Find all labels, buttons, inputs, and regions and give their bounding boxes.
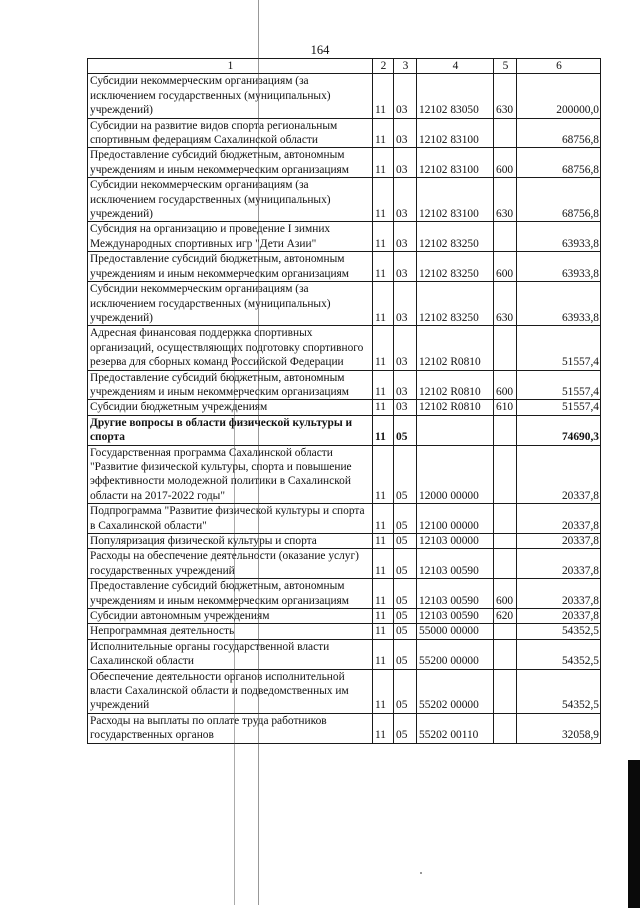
- cell-target-article: 12102 83250: [417, 252, 494, 282]
- cell-podrazdel: 03: [394, 400, 417, 415]
- cell-amount: 63933,8: [517, 252, 601, 282]
- cell-podrazdel: 03: [394, 148, 417, 178]
- cell-name: Субсидии на развитие видов спорта региональным спортивным федерациям Сахалинской области: [88, 118, 373, 148]
- cell-razdel: 11: [373, 118, 394, 148]
- cell-podrazdel: 03: [394, 222, 417, 252]
- cell-name: Другие вопросы в области физической культуры и спорта: [88, 415, 373, 445]
- cell-podrazdel: 05: [394, 609, 417, 624]
- cell-razdel: 11: [373, 504, 394, 534]
- table-row: [88, 370, 601, 400]
- cell-name: Субсидия на организацию и проведение I зимних Международных спортивных игр "Дети Азии": [88, 222, 373, 252]
- cell-amount: 63933,8: [517, 282, 601, 326]
- cell-amount: 54352,5: [517, 669, 601, 713]
- cell-expense-type: [494, 624, 517, 639]
- cell-target-article: 12103 00590: [417, 579, 494, 609]
- cell-name: Субсидии бюджетным учреждениям: [88, 400, 373, 415]
- cell-expense-type: [494, 222, 517, 252]
- cell-razdel: 11: [373, 609, 394, 624]
- cell-podrazdel: 05: [394, 713, 417, 743]
- cell-name: Расходы на обеспечение деятельности (оказание услуг) государственных учреждений: [88, 549, 373, 579]
- cell-amount: 20337,8: [517, 579, 601, 609]
- cell-name: Расходы на выплаты по оплате труда работников государственных органов: [88, 713, 373, 743]
- cell-name: Подпрограмма "Развитие физической культуры и спорта в Сахалинской области": [88, 504, 373, 534]
- cell-target-article: 12102 83050: [417, 74, 494, 118]
- cell-podrazdel: 05: [394, 415, 417, 445]
- cell-razdel: 11: [373, 415, 394, 445]
- cell-target-article: [417, 415, 494, 445]
- cell-expense-type: 600: [494, 370, 517, 400]
- table-row: [88, 624, 601, 639]
- cell-razdel: 11: [373, 445, 394, 504]
- table-row: [88, 148, 601, 178]
- cell-name: Адресная финансовая поддержка спортивных организаций, осуществляющих подготовку спортивного резерва для сборных команд Российской Федерации: [88, 326, 373, 370]
- cell-podrazdel: 05: [394, 669, 417, 713]
- scan-crease-line-lower: [234, 330, 235, 905]
- cell-target-article: 12102 R0810: [417, 326, 494, 370]
- cell-razdel: 11: [373, 400, 394, 415]
- cell-amount: 20337,8: [517, 549, 601, 579]
- cell-amount: 63933,8: [517, 222, 601, 252]
- cell-amount: 32058,9: [517, 713, 601, 743]
- table-row: [88, 609, 601, 624]
- table-row: [88, 713, 601, 743]
- cell-target-article: 55000 00000: [417, 624, 494, 639]
- cell-podrazdel: 03: [394, 326, 417, 370]
- cell-expense-type: [494, 713, 517, 743]
- cell-podrazdel: 05: [394, 639, 417, 669]
- cell-name: Предоставление субсидий бюджетным, автономным учреждениям и иным некоммерческим организациям: [88, 370, 373, 400]
- cell-expense-type: [494, 669, 517, 713]
- cell-amount: 20337,8: [517, 445, 601, 504]
- cell-razdel: 11: [373, 252, 394, 282]
- cell-expense-type: 610: [494, 400, 517, 415]
- header-col-name: 1: [88, 59, 373, 74]
- cell-podrazdel: 05: [394, 624, 417, 639]
- cell-expense-type: [494, 415, 517, 445]
- header-col-amount: 6: [517, 59, 601, 74]
- cell-razdel: 11: [373, 222, 394, 252]
- cell-razdel: 11: [373, 534, 394, 549]
- cell-target-article: 55202 00000: [417, 669, 494, 713]
- cell-podrazdel: 05: [394, 549, 417, 579]
- cell-amount: 20337,8: [517, 609, 601, 624]
- cell-target-article: 55202 00110: [417, 713, 494, 743]
- cell-expense-type: 630: [494, 74, 517, 118]
- cell-name: Предоставление субсидий бюджетным, автономным учреждениям и иным некоммерческим организациям: [88, 148, 373, 178]
- table-row: [88, 549, 601, 579]
- cell-expense-type: [494, 534, 517, 549]
- cell-podrazdel: 03: [394, 74, 417, 118]
- cell-name: Государственная программа Сахалинской области "Развитие физической культуры, спорта и повышение эффективности молодежной политики в Сахалинской области на 2017-2022 годы": [88, 445, 373, 504]
- scan-edge-bar: [628, 760, 640, 908]
- table-row: [88, 282, 601, 326]
- cell-razdel: 11: [373, 624, 394, 639]
- cell-name: Предоставление субсидий бюджетным, автономным учреждениям и иным некоммерческим организациям: [88, 579, 373, 609]
- cell-amount: 68756,8: [517, 118, 601, 148]
- cell-expense-type: 600: [494, 579, 517, 609]
- table-row: [88, 326, 601, 370]
- cell-razdel: 11: [373, 713, 394, 743]
- cell-podrazdel: 05: [394, 504, 417, 534]
- cell-target-article: 12000 00000: [417, 445, 494, 504]
- cell-expense-type: [494, 326, 517, 370]
- cell-target-article: 12102 R0810: [417, 400, 494, 415]
- cell-expense-type: 620: [494, 609, 517, 624]
- budget-table: [87, 58, 601, 744]
- cell-podrazdel: 03: [394, 282, 417, 326]
- cell-podrazdel: 05: [394, 534, 417, 549]
- cell-name: Популяризация физической культуры и спорта: [88, 534, 373, 549]
- cell-name: Субсидии некоммерческим организациям (за исключением государственных (муниципальных) учреждений): [88, 282, 373, 326]
- cell-expense-type: [494, 639, 517, 669]
- header-col-podrazdel: 3: [394, 59, 417, 74]
- cell-name: Исполнительные органы государственной власти Сахалинской области: [88, 639, 373, 669]
- header-col-target-article: 4: [417, 59, 494, 74]
- table-row: [88, 445, 601, 504]
- cell-target-article: 12102 83100: [417, 118, 494, 148]
- table-row: [88, 222, 601, 252]
- cell-target-article: 55200 00000: [417, 639, 494, 669]
- table-row: [88, 118, 601, 148]
- cell-podrazdel: 03: [394, 370, 417, 400]
- cell-podrazdel: 05: [394, 445, 417, 504]
- cell-name: Субсидии автономным учреждениям: [88, 609, 373, 624]
- cell-razdel: 11: [373, 178, 394, 222]
- cell-amount: 54352,5: [517, 624, 601, 639]
- cell-expense-type: 630: [494, 178, 517, 222]
- table-row: [88, 534, 601, 549]
- cell-expense-type: 600: [494, 252, 517, 282]
- cell-target-article: 12103 00000: [417, 534, 494, 549]
- cell-name: Субсидии некоммерческим организациям (за исключением государственных (муниципальных) учреждений): [88, 74, 373, 118]
- table-row: [88, 639, 601, 669]
- cell-target-article: 12102 R0810: [417, 370, 494, 400]
- cell-amount: 54352,5: [517, 639, 601, 669]
- cell-name: Субсидии некоммерческим организациям (за исключением государственных (муниципальных) учреждений): [88, 178, 373, 222]
- cell-expense-type: [494, 445, 517, 504]
- header-col-razdel: 2: [373, 59, 394, 74]
- cell-razdel: 11: [373, 370, 394, 400]
- table-row: [88, 415, 601, 445]
- cell-podrazdel: 03: [394, 252, 417, 282]
- table-header-row: [88, 59, 601, 74]
- cell-amount: 20337,8: [517, 534, 601, 549]
- cell-target-article: 12102 83250: [417, 222, 494, 252]
- table-row: [88, 252, 601, 282]
- table-row: [88, 74, 601, 118]
- cell-expense-type: [494, 504, 517, 534]
- cell-target-article: 12100 00000: [417, 504, 494, 534]
- cell-razdel: 11: [373, 549, 394, 579]
- cell-expense-type: 630: [494, 282, 517, 326]
- cell-name: Предоставление субсидий бюджетным, автономным учреждениям и иным некоммерческим организациям: [88, 252, 373, 282]
- cell-amount: 68756,8: [517, 148, 601, 178]
- cell-amount: 68756,8: [517, 178, 601, 222]
- cell-target-article: 12102 83100: [417, 148, 494, 178]
- cell-razdel: 11: [373, 148, 394, 178]
- cell-expense-type: 600: [494, 148, 517, 178]
- cell-name: Непрограммная деятельность: [88, 624, 373, 639]
- cell-amount: 20337,8: [517, 504, 601, 534]
- table-body: [88, 74, 601, 743]
- cell-expense-type: [494, 549, 517, 579]
- cell-target-article: 12102 83100: [417, 178, 494, 222]
- cell-razdel: 11: [373, 74, 394, 118]
- cell-razdel: 11: [373, 326, 394, 370]
- cell-amount: 74690,3: [517, 415, 601, 445]
- page-number: 164: [310, 43, 330, 57]
- cell-razdel: 11: [373, 579, 394, 609]
- cell-target-article: 12103 00590: [417, 609, 494, 624]
- cell-razdel: 11: [373, 282, 394, 326]
- table-row: [88, 504, 601, 534]
- table-row: [88, 669, 601, 713]
- cell-target-article: 12103 00590: [417, 549, 494, 579]
- cell-podrazdel: 03: [394, 118, 417, 148]
- cell-name: Обеспечение деятельности органов исполнительной власти Сахалинской области и подведомственных им учреждений: [88, 669, 373, 713]
- scan-dot: [420, 872, 422, 874]
- cell-podrazdel: 05: [394, 579, 417, 609]
- header-col-expense-type: 5: [494, 59, 517, 74]
- scan-crease-line: [258, 0, 259, 905]
- cell-amount: 200000,0: [517, 74, 601, 118]
- cell-razdel: 11: [373, 639, 394, 669]
- table-row: [88, 178, 601, 222]
- table-row: [88, 400, 601, 415]
- cell-amount: 51557,4: [517, 326, 601, 370]
- cell-podrazdel: 03: [394, 178, 417, 222]
- cell-expense-type: [494, 118, 517, 148]
- cell-amount: 51557,4: [517, 370, 601, 400]
- cell-target-article: 12102 83250: [417, 282, 494, 326]
- table-row: [88, 579, 601, 609]
- cell-amount: 51557,4: [517, 400, 601, 415]
- cell-razdel: 11: [373, 669, 394, 713]
